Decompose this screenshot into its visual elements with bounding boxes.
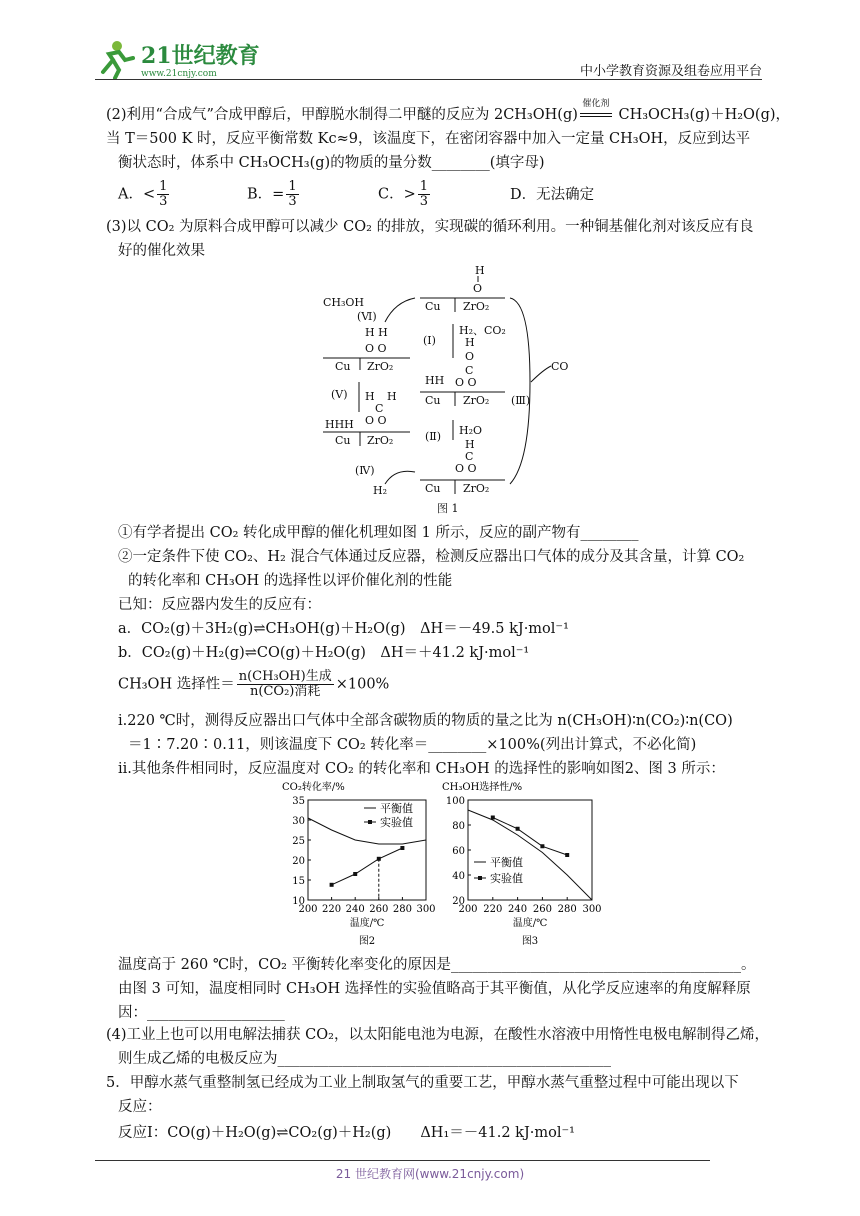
svg-text:ZrO₂: ZrO₂ [367, 360, 394, 373]
x-tick-label: 220 [322, 904, 342, 915]
x-tick-label: 280 [392, 904, 412, 915]
legend-marker-experimental [368, 820, 372, 824]
svg-text:(Ⅵ): (Ⅵ) [357, 310, 377, 323]
q2-line1: (2)利用“合成气”合成甲醇后，甲醇脱水制得二甲醚的反应为 2CH₃OH(g) 催化剂 CH₃OCH₃(g)＋H₂O(g)， [106, 104, 790, 126]
svg-text:HHH: HHH [325, 418, 354, 431]
svg-text:O O: O O [365, 414, 387, 427]
x-tick-label: 300 [582, 904, 602, 915]
svg-text:H₂O: H₂O [459, 424, 483, 437]
q4-line2: 则生成乙烯的电极反应为______________________________________________ [118, 1051, 611, 1067]
header-right-text: 中小学教育资源及组卷应用平台 [579, 64, 762, 79]
q3-reason-1: 温度高于 260 ℃时，CO₂ 平衡转化率变化的原因是________________________________________。 [118, 957, 756, 973]
svg-text:ZrO₂: ZrO₂ [367, 434, 394, 447]
y-tick-label: 100 [445, 796, 465, 807]
svg-text:图 1: 图 1 [437, 502, 459, 514]
series-line-equilibrium [468, 810, 592, 900]
svg-text:ZrO₂: ZrO₂ [463, 300, 490, 313]
y-tick-label: 30 [292, 816, 305, 827]
svg-text:H: H [475, 264, 485, 277]
y-tick-label: 80 [452, 821, 465, 832]
svg-text:Cu: Cu [335, 434, 351, 447]
svg-text:C: C [465, 450, 474, 463]
q5-line1: 5．甲醇水蒸气重整制氢已经成为工业上制取氢气的重要工艺，甲醇水蒸气重整过程中可能出现以下 [106, 1075, 739, 1091]
figure-1-mechanism [315, 262, 575, 514]
svg-text:C: C [375, 402, 384, 415]
logo-text: 21世纪教育 [141, 43, 260, 69]
svg-text:Cu: Cu [335, 360, 351, 373]
reaction-b: b．CO₂(g)＋H₂(g)⇌CO(g)＋H₂O(g) ΔH＝＋41.2 kJ·mol⁻¹ [118, 645, 530, 661]
x-axis-label: 温度/℃ [512, 918, 548, 929]
svg-text:HH: HH [425, 374, 445, 387]
svg-text:ZrO₂: ZrO₂ [463, 482, 490, 495]
svg-text:(Ⅴ): (Ⅴ) [331, 388, 348, 401]
svg-text:CH₃OH: CH₃OH [323, 296, 365, 309]
q3-reason-3: 因：___________________ [118, 1005, 285, 1021]
q4-line1: (4)工业上也可以用电解法捕获 CO₂，以太阳能电池为电源，在酸性水溶液中用惰性电极电解制得乙烯， [106, 1027, 769, 1043]
y-tick-label: 15 [292, 876, 305, 887]
svg-text:H H: H H [365, 326, 388, 339]
y-tick-label: 10 [292, 896, 305, 907]
reaction-a: a．CO₂(g)＋3H₂(g)⇌CH₃OH(g)＋H₂O(g) ΔH＝－49.5 kJ·mol⁻¹ [118, 621, 569, 637]
x-tick-label: 300 [416, 904, 436, 915]
svg-text:O O: O O [455, 462, 477, 475]
x-axis-label: 温度/℃ [349, 918, 385, 929]
logo [95, 38, 295, 78]
q3-reason-2: 由图 3 可知，温度相同时 CH₃OH 选择性的实验值略高于其平衡值，从化学反应速率的角度解释原 [118, 981, 751, 997]
q3-sub1: ①有学者提出 CO₂ 转化成甲醇的催化机理如图 1 所示，反应的副产物有________ [118, 525, 639, 541]
data-point-experimental [330, 883, 334, 887]
svg-text:H₂: H₂ [373, 484, 388, 497]
legend-label-equilibrium: 平衡值 [490, 856, 523, 869]
chart-title: CH₃OH选择性/% [442, 782, 523, 793]
svg-text:O: O [465, 350, 475, 363]
q3-sub2a: ②一定条件下使 CO₂、H₂ 混合气体通过反应器，检测反应器出口气体的成分及其含量，计算 CO₂ [118, 549, 745, 565]
y-tick-label: 40 [452, 871, 465, 882]
footer-text: 21 世纪教育网(www.21cnjy.com) [335, 1167, 525, 1181]
figure-2-chart [278, 776, 438, 948]
q2-option-c: C．> $\frac{1}{3}$ [378, 179, 429, 209]
legend-marker-experimental [478, 876, 482, 880]
svg-text:(Ⅲ): (Ⅲ) [511, 394, 531, 407]
svg-text:C: C [465, 364, 474, 377]
svg-text:H: H [365, 390, 375, 403]
data-point-experimental [400, 846, 404, 850]
svg-text:H₂、CO₂: H₂、CO₂ [459, 324, 506, 337]
svg-text:(Ⅱ): (Ⅱ) [425, 430, 442, 443]
x-tick-label: 260 [532, 904, 552, 915]
svg-text:Cu: Cu [425, 394, 441, 407]
chart-caption: 图3 [521, 936, 539, 947]
figure-3-chart [438, 776, 604, 948]
q2-line2: 当 T＝500 K 时，反应平衡常数 Kc≈9，该温度下，在密闭容器中加入一定量 CH₃OH，反应到达平 [106, 131, 751, 147]
q2-option-b: B．= $\frac{1}{3}$ [247, 179, 297, 209]
q3-known: 已知：反应器内发生的反应有： [118, 597, 321, 613]
chart-title: CO₂转化率/% [282, 782, 345, 793]
chart-caption: 图2 [358, 936, 376, 947]
plot-frame [468, 800, 592, 900]
data-point-experimental [491, 816, 495, 820]
y-tick-label: 35 [292, 796, 305, 807]
q3-line2: 好的催化效果 [118, 243, 205, 259]
q3-i-line2: ＝1∶7.20∶0.11，则该温度下 CO₂ 转化率＝________×100%(列出计算式，不必化简) [128, 737, 697, 753]
q3-i-line1: ⅰ.220 ℃时，测得反应器出口气体中全部含碳物质的物质的量之比为 n(CH₃OH)∶n(CO₂)∶n(CO) [118, 713, 733, 729]
q2-option-d: D．无法确定 [510, 187, 595, 203]
svg-text:H: H [465, 438, 475, 451]
x-tick-label: 200 [298, 904, 318, 915]
x-tick-label: 200 [458, 904, 478, 915]
y-tick-label: 20 [452, 896, 465, 907]
data-point-experimental [540, 844, 544, 848]
y-tick-label: 25 [292, 836, 305, 847]
q3-line1: (3)以 CO₂ 为原料合成甲醇可以减少 CO₂ 的排放，实现碳的循环利用。一种铜基催化剂对该反应有良 [106, 219, 754, 235]
series-line-experimental [493, 818, 567, 856]
legend-label-experimental: 实验值 [380, 816, 413, 829]
svg-text:O: O [473, 282, 483, 295]
svg-text:ZrO₂: ZrO₂ [463, 394, 490, 407]
svg-text:H: H [465, 336, 475, 349]
svg-text:O O: O O [365, 342, 387, 355]
svg-text:O O: O O [455, 376, 477, 389]
plot-frame [308, 800, 426, 900]
series-line-experimental [332, 848, 403, 885]
svg-text:(Ⅰ): (Ⅰ) [423, 334, 436, 347]
q2-option-a: A．< $\frac{1}{3}$ [118, 179, 168, 209]
runner-icon [103, 41, 133, 78]
svg-text:Cu: Cu [425, 482, 441, 495]
legend-label-equilibrium: 平衡值 [380, 802, 413, 815]
q5-line2: 反应： [118, 1099, 162, 1115]
svg-text:(Ⅳ): (Ⅳ) [355, 464, 375, 477]
data-point-experimental [516, 827, 520, 831]
x-tick-label: 280 [557, 904, 577, 915]
header-divider [95, 79, 762, 80]
data-point-experimental [565, 853, 569, 857]
x-tick-label: 240 [508, 904, 528, 915]
svg-text:Cu: Cu [425, 300, 441, 313]
data-point-experimental [353, 872, 357, 876]
catalyst-label: 催化剂 [582, 99, 610, 109]
selectivity-formula: CH₃OH 选择性＝ $\frac{\text{n(CH₃OH)生成}}{\text{n(CO₂)消耗}}$ ×100% [118, 669, 390, 699]
q5-line3: 反应Ⅰ：CO(g)＋H₂O(g)⇌CO₂(g)＋H₂(g) ΔH₁＝－41.2 kJ·mol⁻¹ [118, 1125, 575, 1141]
q2-line3: 衡状态时，体系中 CH₃OCH₃(g)的物质的量分数________(填字母) [118, 155, 545, 171]
y-tick-label: 20 [292, 856, 305, 867]
x-tick-label: 260 [369, 904, 389, 915]
svg-text:CO: CO [551, 360, 569, 373]
footer-divider [95, 1160, 710, 1161]
svg-text:H: H [387, 390, 397, 403]
q3-sub2b: 的转化率和 CH₃OH 的选择性以评价催化剂的性能 [128, 573, 453, 589]
legend-label-experimental: 实验值 [490, 872, 523, 885]
q3-ii: ⅱ.其他条件相同时，反应温度对 CO₂ 的转化率和 CH₃OH 的选择性的影响如图2、图 3 所示： [118, 761, 725, 777]
logo-url: www.21cnjy.com [141, 69, 217, 79]
y-tick-label: 60 [452, 846, 465, 857]
x-tick-label: 240 [345, 904, 365, 915]
x-tick-label: 220 [483, 904, 503, 915]
